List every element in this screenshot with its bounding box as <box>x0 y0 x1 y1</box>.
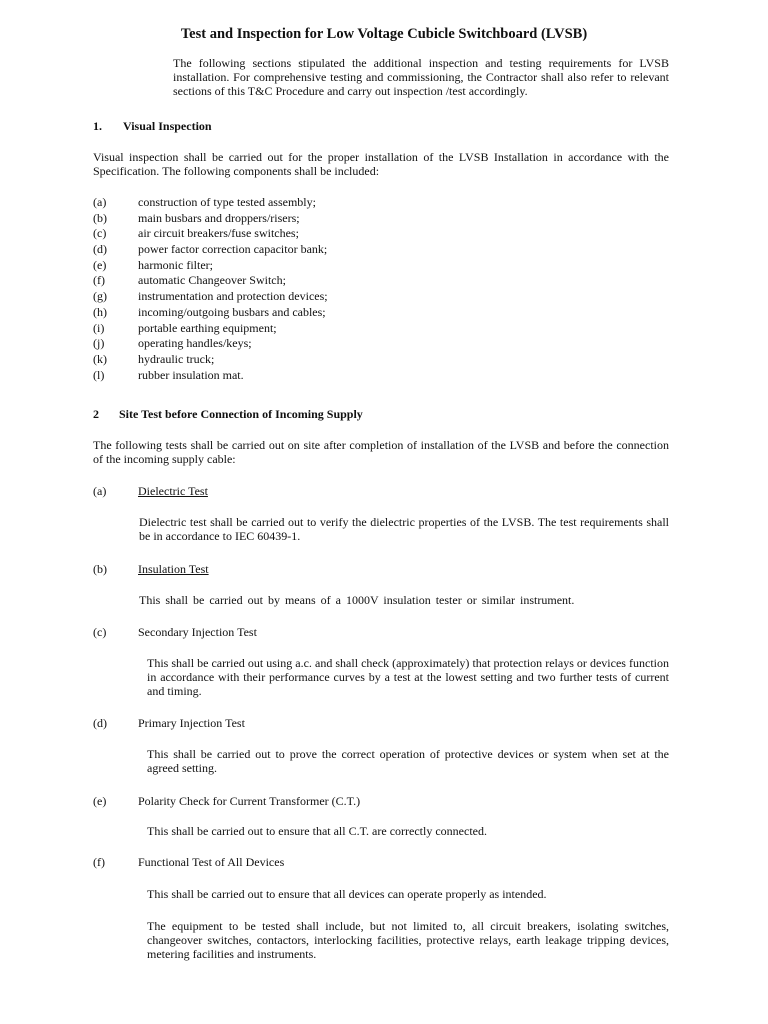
list-item-text: air circuit breakers/fuse switches; <box>138 226 299 241</box>
section-1-number: 1. <box>93 119 102 133</box>
section-1-heading: Visual Inspection <box>123 119 212 133</box>
list-item-text: instrumentation and protection devices; <box>138 289 328 304</box>
section-2-number: 2 <box>93 407 99 421</box>
list-item-label: (f) <box>93 273 105 288</box>
list-item <box>93 321 653 337</box>
list-item-text: harmonic filter; <box>138 257 213 272</box>
test-c-body: This shall be carried out using a.c. and shall check (approximately) that protection relays or devices function in accordance with their performance curves by a test at the lowest setting and two further tests of current and timing. <box>147 656 669 698</box>
list-item <box>93 336 653 352</box>
list-item-text: incoming/outgoing busbars and cables; <box>138 304 326 319</box>
list-item-label: (e) <box>93 257 107 272</box>
test-d-label: (d) <box>93 716 107 730</box>
inspection-component-list <box>93 195 653 383</box>
intro-paragraph: The following sections stipulated the additional inspection and testing requirements for LVSB installation. For comprehensive testing and commissioning, the Contractor shall also refer to relevant sections of this T&C Procedure and carry out inspection /test accordingly. <box>173 56 669 98</box>
test-d-body: This shall be carried out to prove the correct operation of protective devices or system when set at the agreed setting. <box>147 747 669 775</box>
list-item <box>93 195 653 211</box>
section-1-body: Visual inspection shall be carried out for the proper installation of the LVSB Installation in accordance with the Specification. The following components shall be included: <box>93 150 669 178</box>
test-d-title: Primary Injection Test <box>138 716 245 730</box>
test-f-body: This shall be carried out to ensure that all devices can operate properly as intended. <box>147 887 547 901</box>
section-2-body: The following tests shall be carried out on site after completion of installation of the LVSB and before the connection of the incoming supply cable: <box>93 438 669 466</box>
test-e-body: This shall be carried out to ensure that all C.T. are correctly connected. <box>147 824 487 838</box>
list-item <box>93 258 653 274</box>
list-item <box>93 226 653 242</box>
list-item-text: automatic Changeover Switch; <box>138 273 286 288</box>
test-e-title: Polarity Check for Current Transformer (C.T.) <box>138 794 361 808</box>
list-item-label: (c) <box>93 226 107 241</box>
list-item-text: hydraulic truck; <box>138 351 215 366</box>
list-item-label: (j) <box>93 336 105 351</box>
list-item-label: (k) <box>93 351 107 366</box>
list-item-label: (l) <box>93 367 105 382</box>
list-item-text: rubber insulation mat. <box>138 367 244 382</box>
list-item-label: (d) <box>93 242 107 257</box>
list-item-label: (g) <box>93 289 107 304</box>
document-title: Test and Inspection for Low Voltage Cubicle Switchboard (LVSB) <box>180 26 588 42</box>
list-item-label: (i) <box>93 320 105 335</box>
test-c-label: (c) <box>93 625 107 639</box>
test-a-body: Dielectric test shall be carried out to verify the dielectric properties of the LVSB. The test requirements shall be in accordance to IEC 60439-1. <box>139 515 669 543</box>
test-a-label: (a) <box>93 484 107 498</box>
test-f-label: (f) <box>93 855 105 869</box>
list-item <box>93 242 653 258</box>
list-item-label: (a) <box>93 195 107 209</box>
test-c-title: Secondary Injection Test <box>138 625 257 639</box>
list-item <box>93 289 653 305</box>
list-item <box>93 368 653 384</box>
list-item-text: main busbars and droppers/risers; <box>138 210 300 225</box>
list-item <box>93 273 653 289</box>
list-item <box>93 305 653 321</box>
test-a-title: Dielectric Test <box>138 484 208 498</box>
section-2-heading: Site Test before Connection of Incoming Supply <box>119 407 363 421</box>
test-b-label: (b) <box>93 562 107 576</box>
list-item <box>93 352 653 368</box>
list-item-label: (b) <box>93 210 107 225</box>
list-item-label: (h) <box>93 304 107 319</box>
test-b-title: Insulation Test <box>138 562 209 576</box>
list-item-text: power factor correction capacitor bank; <box>138 242 328 257</box>
list-item-text: portable earthing equipment; <box>138 320 277 335</box>
list-item <box>93 211 653 227</box>
test-b-body: This shall be carried out by means of a 1000V insulation tester or similar instrument. <box>139 593 575 607</box>
list-item-text: operating handles/keys; <box>138 336 252 351</box>
test-e-label: (e) <box>93 794 107 808</box>
list-item-text: construction of type tested assembly; <box>138 195 316 209</box>
test-f-title: Functional Test of All Devices <box>138 855 285 869</box>
test-f-body-2: The equipment to be tested shall include, but not limited to, all circuit breakers, isolating switches, changeover switches, contactors, interlocking facilities, protective relays, earth leakage tripping devices, metering facilities and instruments. <box>147 919 669 961</box>
